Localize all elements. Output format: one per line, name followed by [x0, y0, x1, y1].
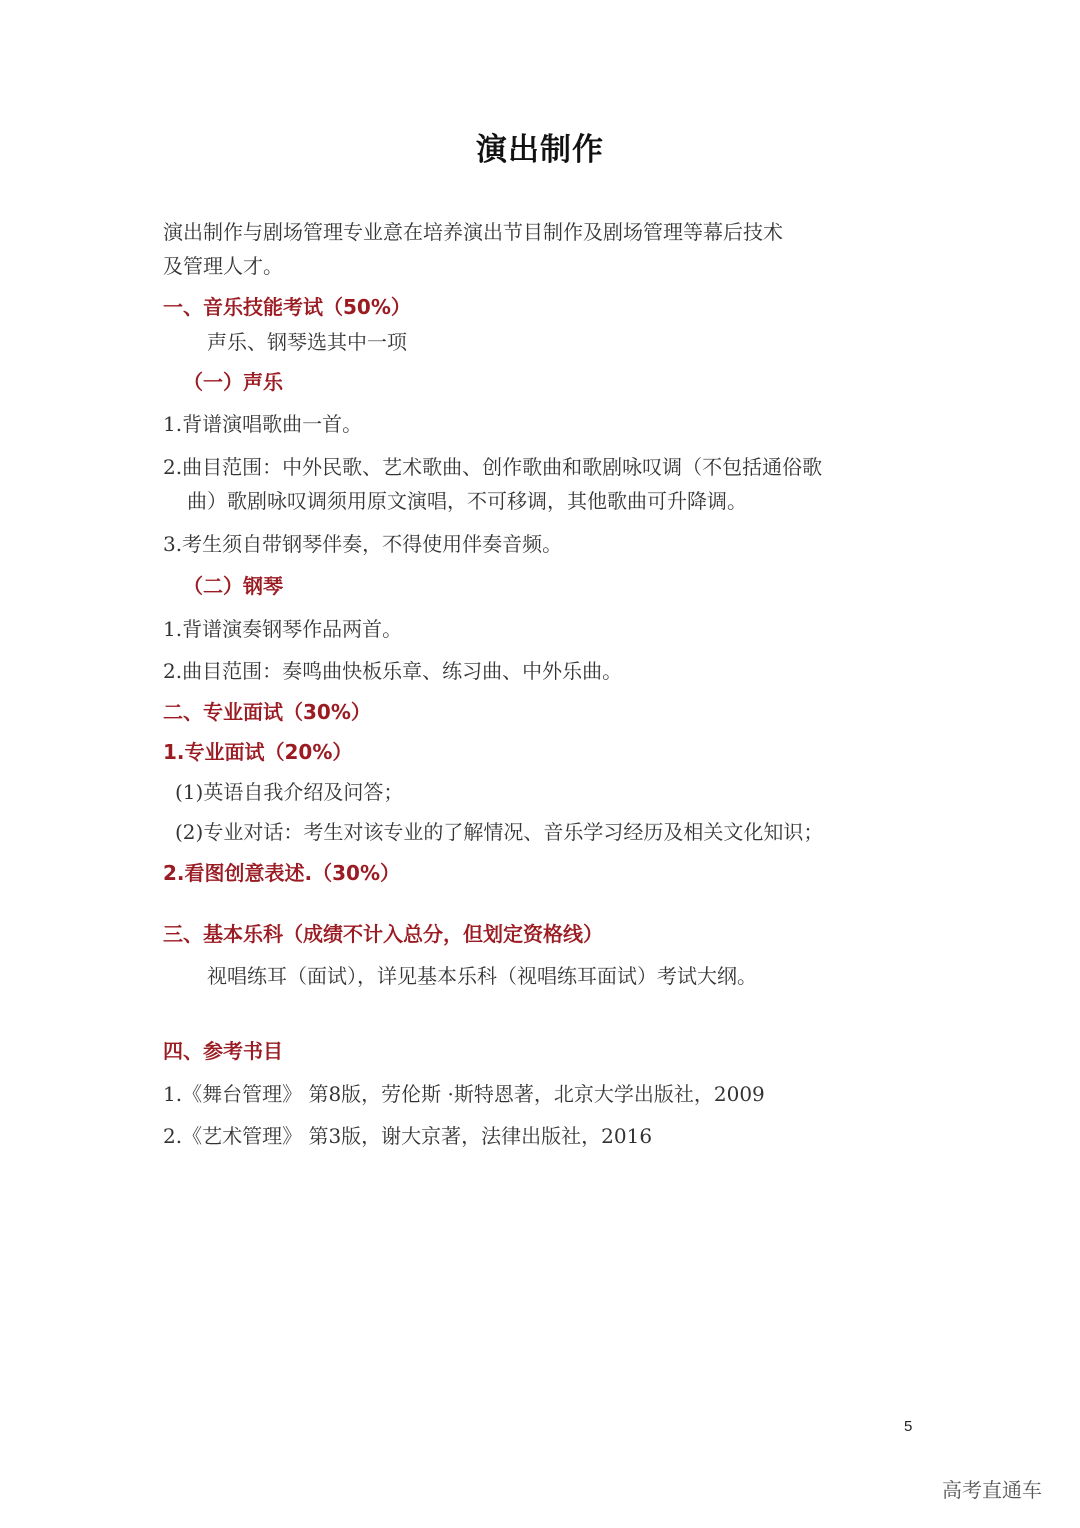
picture-description-heading: 2.看图创意表述.（30%） — [163, 861, 400, 885]
section-1-note: 声乐、钢琴选其中一项 — [207, 330, 407, 354]
intro-line-2: 及管理人才。 — [163, 254, 283, 278]
watermark: 高考直通车 — [942, 1478, 1042, 1502]
section-3-heading: 三、基本乐科（成绩不计入总分，但划定资格线） — [163, 922, 603, 946]
vocal-item-1: 1.背谱演唱歌曲一首。 — [163, 412, 363, 436]
page-number: 5 — [904, 1418, 913, 1435]
subsection-vocal-heading: （一）声乐 — [183, 370, 283, 394]
section-2-heading: 二、专业面试（30%） — [163, 700, 371, 724]
piano-item-2: 2.曲目范围：奏鸣曲快板乐章、练习曲、中外乐曲。 — [163, 659, 623, 683]
piano-item-1: 1.背谱演奏钢琴作品两首。 — [163, 617, 403, 641]
section-3-text: 视唱练耳（面试），详见基本乐科（视唱练耳面试）考试大纲。 — [207, 964, 757, 988]
page-title: 演出制作 — [476, 132, 604, 168]
interview-item-1: (1)英语自我介绍及问答； — [175, 780, 404, 804]
subsection-piano-heading: （二）钢琴 — [183, 574, 283, 598]
vocal-item-2-line-1: 2.曲目范围：中外民歌、艺术歌曲、创作歌曲和歌剧咏叹调（不包括通俗歌 — [163, 455, 823, 479]
intro-line-1: 演出制作与剧场管理专业意在培养演出节目制作及剧场管理等幕后技术 — [163, 220, 783, 244]
section-4-heading: 四、参考书目 — [163, 1039, 283, 1063]
reference-item-2: 2.《艺术管理》 第3版，谢大京著，法律出版社，2016 — [163, 1124, 653, 1148]
interview-item-2: (2)专业对话：考生对该专业的了解情况、音乐学习经历及相关文化知识； — [175, 820, 824, 844]
vocal-item-2-line-2: 曲）歌剧咏叹调须用原文演唱，不可移调，其他歌曲可升降调。 — [187, 489, 747, 513]
section-1-heading: 一、音乐技能考试（50%） — [163, 295, 411, 319]
interview-heading: 1.专业面试（20%） — [163, 740, 353, 764]
vocal-item-3: 3.考生须自带钢琴伴奏，不得使用伴奏音频。 — [163, 532, 563, 556]
reference-item-1: 1.《舞台管理》 第8版，劳伦斯 ·斯特恩著，北京大学出版社，2009 — [163, 1082, 765, 1106]
